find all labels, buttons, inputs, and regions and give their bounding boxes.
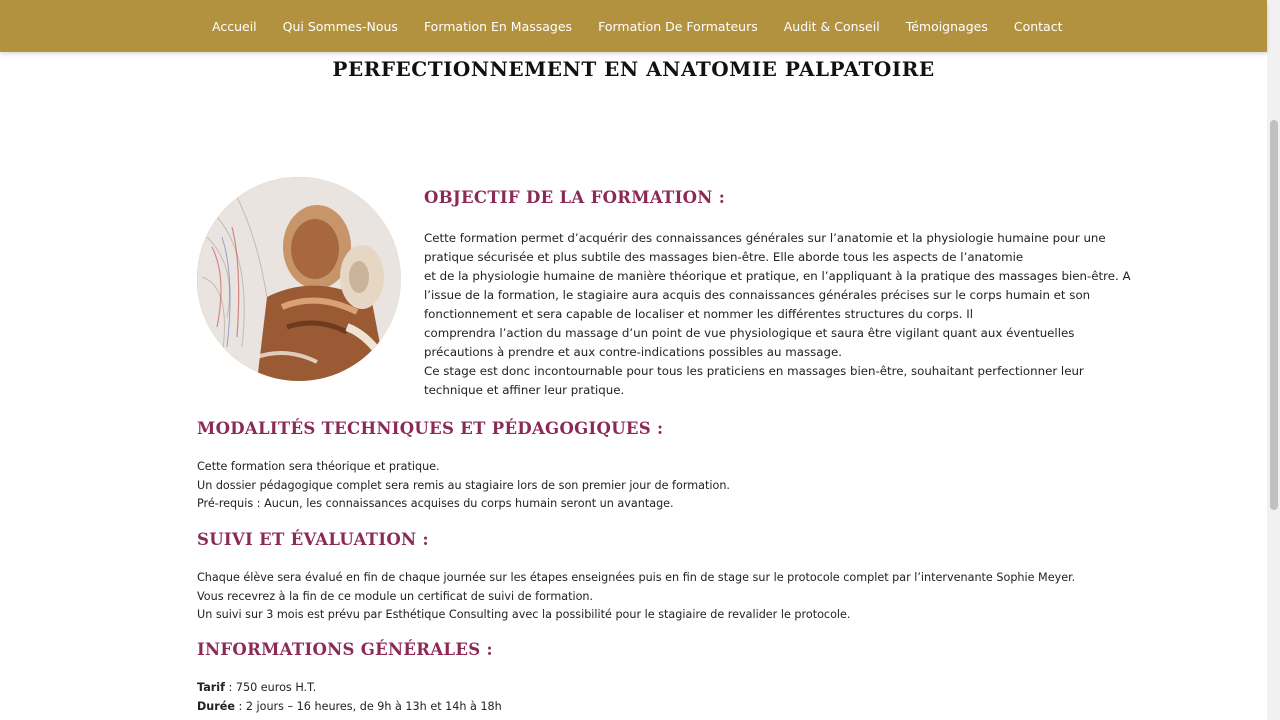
nav-item-temoignages[interactable]: Témoignages — [905, 18, 988, 34]
main-navbar — [0, 0, 1267, 52]
duree-label: Durée — [197, 699, 235, 713]
suivi-heading: SUIVI ET ÉVALUATION : — [197, 530, 429, 549]
page-title: PERFECTIONNEMENT EN ANATOMIE PALPATOIRE — [332, 57, 935, 81]
page-scrollbar[interactable] — [1267, 0, 1280, 720]
nav-item-qui-sommes-nous[interactable]: Qui Sommes-Nous — [282, 18, 398, 34]
objective-heading: OBJECTIF DE LA FORMATION : — [424, 188, 726, 207]
modalites-heading: MODALITÉS TECHNIQUES ET PÉDAGOGIQUES : — [197, 419, 664, 438]
objective-line: comprendra l’action du massage d’un point de vue physiologique et saura être vigilant quant aux éventuelles — [424, 326, 1075, 340]
modalites-text — [197, 458, 730, 514]
tarif-row — [197, 679, 502, 698]
modalites-line: Un dossier pédagogique complet sera remis au stagiaire lors de son premier jour de formation. — [197, 478, 730, 492]
objective-line: Ce stage est donc incontournable pour tous les praticiens en massages bien-être, souhaitant perfectionner leur — [424, 364, 1084, 378]
objective-line: pratique sécurisée et plus subtile des massages bien-être. Elle aborde tous les aspects de l’anatomie — [424, 250, 1024, 264]
infos-text — [197, 679, 502, 716]
modalites-line: Cette formation sera théorique et pratique. — [197, 460, 440, 473]
objective-line: et de la physiologie humaine de manière théorique et pratique, en l’appliquant à la pratique des massages bien-être. A — [424, 269, 1131, 283]
duree-value: : 2 jours – 16 heures, de 9h à 13h et 14h à 18h — [234, 699, 502, 713]
infos-heading: INFORMATIONS GÉNÉRALES : — [197, 640, 493, 659]
objective-line: Cette formation permet d’acquérir des connaissances générales sur l’anatomie et la physiologie humaine pour une — [424, 231, 1106, 245]
objective-line: l’issue de la formation, le stagiaire aura acquis des connaissances générales précises sur le corps humain et son — [424, 288, 1091, 302]
duree-row — [197, 698, 502, 717]
nav-item-formation-en-massages[interactable]: Formation En Massages — [423, 18, 573, 34]
tarif-label: Tarif — [197, 681, 225, 694]
nav-item-audit-conseil[interactable]: Audit & Conseil — [783, 18, 880, 34]
anatomy-illustration — [197, 177, 401, 381]
nav-item-contact[interactable]: Contact — [1013, 18, 1063, 34]
scrollbar-thumb[interactable] — [1270, 120, 1278, 510]
suivi-line: Vous recevrez à la fin de ce module un certificat de suivi de formation. — [197, 589, 594, 603]
modalites-line: Pré-requis : Aucun, les connaissances acquises du corps humain seront un avantage. — [197, 497, 674, 510]
nav-item-formation-de-formateurs[interactable]: Formation De Formateurs — [598, 18, 758, 34]
objective-text — [424, 229, 1131, 400]
suivi-text — [197, 569, 1075, 625]
suivi-line: Chaque élève sera évalué en fin de chaque journée sur les étapes enseignées puis en fin de stage sur le protocole complet par l’intervenante Sophie Meyer. — [197, 571, 1076, 584]
anatomy-image — [197, 177, 401, 381]
objective-line: technique et affiner leur pratique. — [424, 383, 625, 397]
nav-menu — [212, 0, 1062, 52]
tarif-value: : 750 euros H.T. — [224, 681, 317, 694]
objective-line: fonctionnement et sera capable de localiser et nommer les différentes structures du corps. Il — [424, 307, 974, 321]
suivi-line: Un suivi sur 3 mois est prévu par Esthétique Consulting avec la possibilité pour le stagiaire de revalider le protocole. — [197, 608, 851, 621]
objective-line: précautions à prendre et aux contre-indications possibles au massage. — [424, 345, 842, 359]
nav-item-accueil[interactable]: Accueil — [212, 18, 257, 34]
